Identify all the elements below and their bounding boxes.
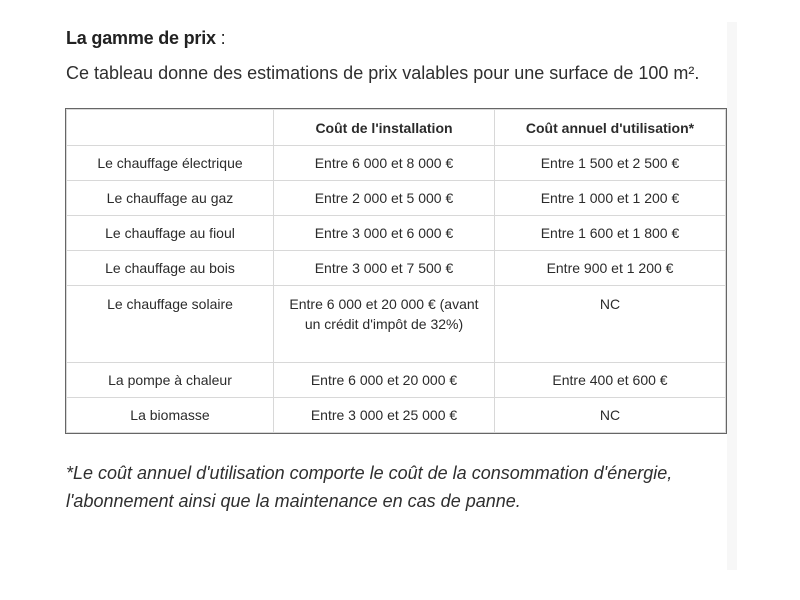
row-label: Le chauffage électrique xyxy=(67,146,274,181)
installation-cost-cell: Entre 3 000 et 7 500 € xyxy=(274,251,495,286)
installation-cost-cell: Entre 6 000 et 8 000 € xyxy=(274,146,495,181)
row-label: Le chauffage solaire xyxy=(67,286,274,363)
annual-cost-cell: Entre 1 600 et 1 800 € xyxy=(495,216,726,251)
installation-cost-cell: Entre 3 000 et 25 000 € xyxy=(274,398,495,433)
header-annual-cost: Coût annuel d'utilisation* xyxy=(495,110,726,146)
row-label: La biomasse xyxy=(67,398,274,433)
installation-cost-cell: Entre 6 000 et 20 000 € (avant un crédit d'impôt de 32%) xyxy=(274,286,495,363)
header-empty-cell xyxy=(67,110,274,146)
side-panel-strip xyxy=(727,22,737,570)
annual-cost-cell: Entre 1 000 et 1 200 € xyxy=(495,181,726,216)
table-row xyxy=(67,398,726,433)
section-heading-text: La gamme de prix xyxy=(66,28,216,48)
row-label: La pompe à chaleur xyxy=(67,363,274,398)
price-table xyxy=(66,109,726,433)
table-row xyxy=(67,181,726,216)
installation-cost-cell: Entre 2 000 et 5 000 € xyxy=(274,181,495,216)
row-label: Le chauffage au fioul xyxy=(67,216,274,251)
article-section xyxy=(66,28,726,515)
header-installation-cost: Coût de l'installation xyxy=(274,110,495,146)
row-label: Le chauffage au bois xyxy=(67,251,274,286)
section-heading-colon: : xyxy=(215,28,226,48)
footnote: *Le coût annuel d'utilisation comporte le coût de la consommation d'énergie, l'abonnement ainsi que la maintenance en cas de panne. xyxy=(66,463,673,511)
table-row xyxy=(67,363,726,398)
table-row xyxy=(67,251,726,286)
annual-cost-cell: NC xyxy=(495,286,726,363)
installation-cost-cell: Entre 6 000 et 20 000 € xyxy=(274,363,495,398)
intro-paragraph: Ce tableau donne des estimations de prix valables pour une surface de 100 m². xyxy=(66,63,700,83)
table-header-row xyxy=(67,110,726,146)
annual-cost-cell: Entre 900 et 1 200 € xyxy=(495,251,726,286)
table-row xyxy=(67,146,726,181)
annual-cost-cell: NC xyxy=(495,398,726,433)
table-row xyxy=(67,216,726,251)
annual-cost-cell: Entre 400 et 600 € xyxy=(495,363,726,398)
row-label: Le chauffage au gaz xyxy=(67,181,274,216)
section-heading xyxy=(66,28,726,49)
table-row xyxy=(67,286,726,363)
installation-cost-cell: Entre 3 000 et 6 000 € xyxy=(274,216,495,251)
annual-cost-cell: Entre 1 500 et 2 500 € xyxy=(495,146,726,181)
